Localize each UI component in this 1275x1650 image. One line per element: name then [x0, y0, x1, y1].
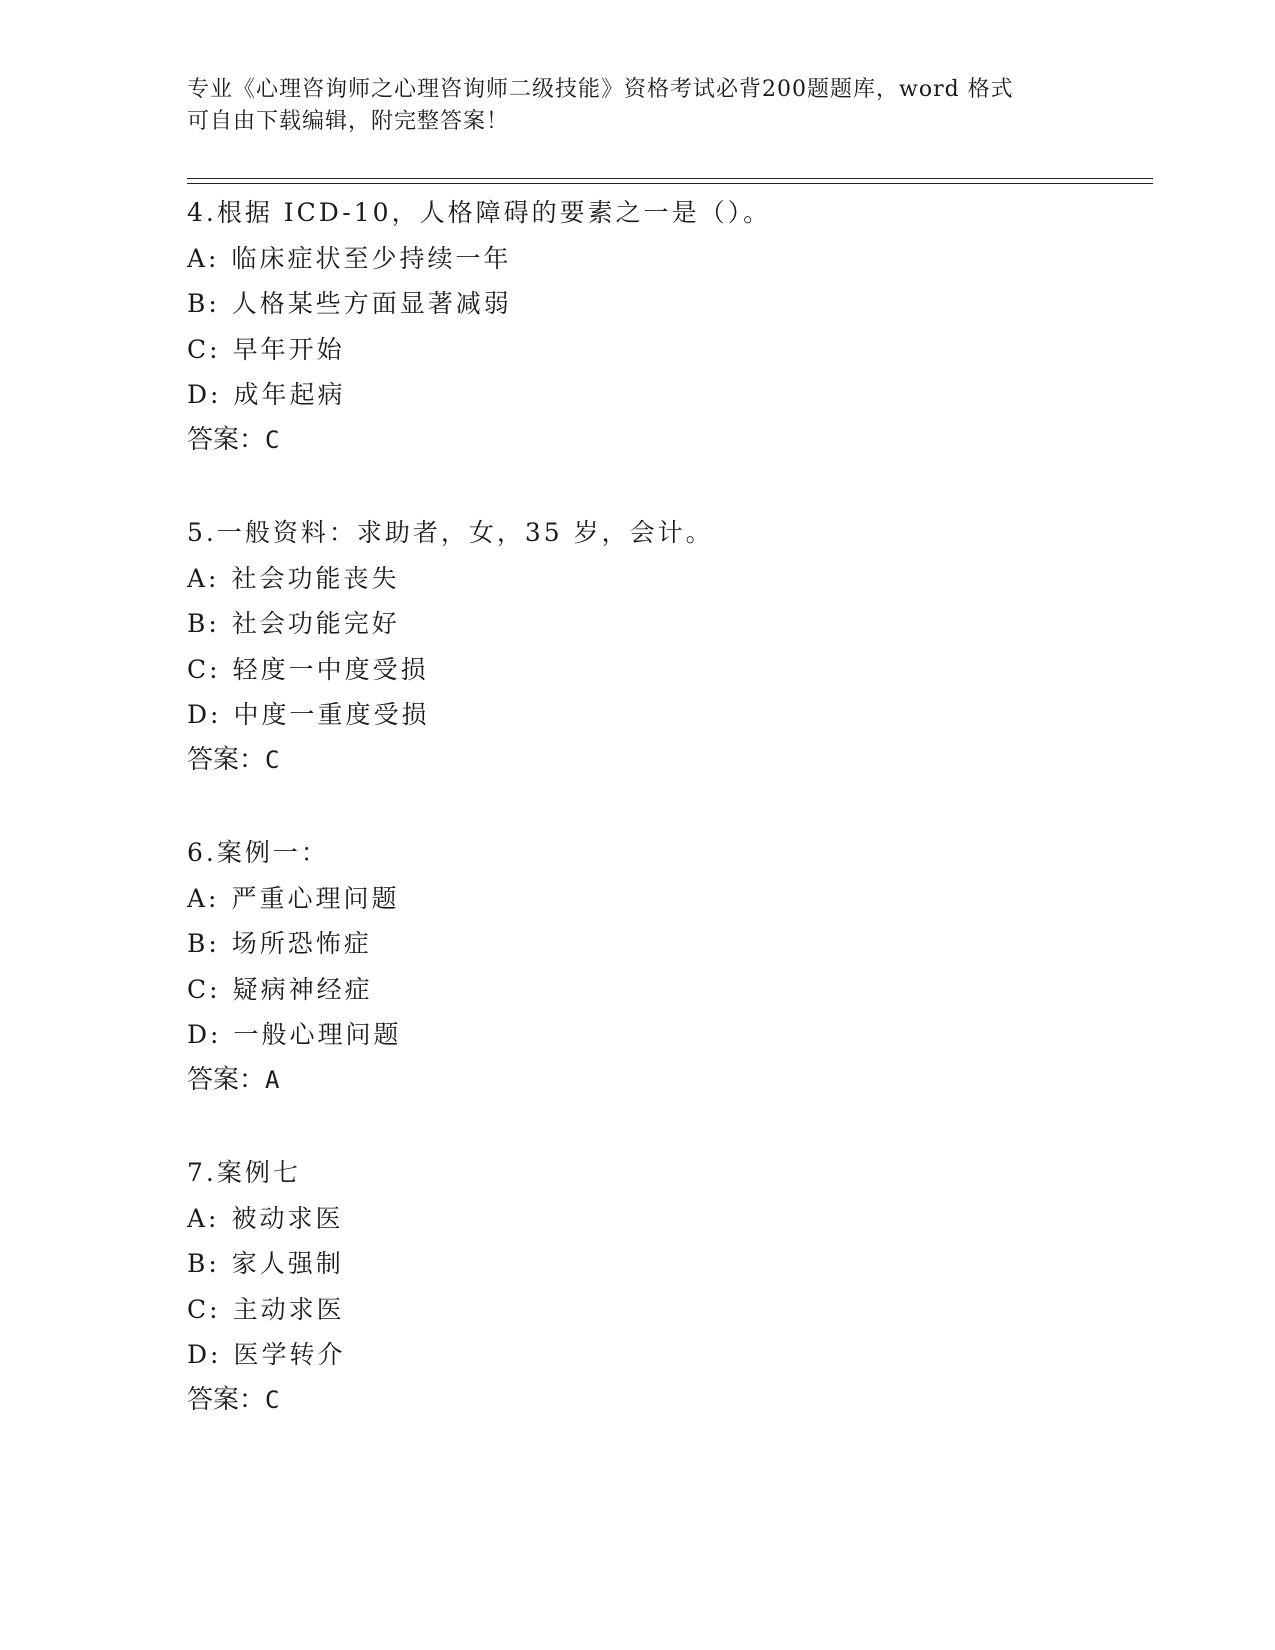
option-b: [187, 1241, 1137, 1287]
option-text: 社会功能完好: [231, 609, 400, 638]
answer-line: [187, 738, 1137, 784]
option-d: [187, 1332, 1137, 1378]
option-text: 严重心理问题: [231, 883, 400, 913]
option-d: [187, 692, 1137, 738]
option-text: 早年开始: [232, 334, 345, 364]
answer-value: A: [265, 1065, 280, 1094]
option-b: [187, 281, 1137, 327]
answer-label: 答案：: [187, 1384, 266, 1415]
option-letter: A:: [187, 563, 220, 593]
option-letter: D:: [187, 1340, 222, 1369]
option-text: 社会功能丧失: [231, 563, 400, 593]
question-5: [187, 510, 1137, 783]
option-letter: B:: [187, 929, 220, 958]
answer-line: [187, 418, 1137, 464]
answer-line: [187, 1058, 1137, 1104]
option-letter: C:: [187, 1294, 221, 1324]
option-text: 主动求医: [232, 1294, 345, 1324]
question-stem: 6.案例一：: [187, 838, 329, 867]
option-c: [187, 327, 1137, 373]
option-letter: A:: [187, 243, 220, 273]
option-a: [187, 876, 1137, 922]
option-text: 家人强制: [231, 1249, 344, 1278]
question-stem: 7.案例七: [187, 1158, 301, 1187]
option-letter: C:: [187, 334, 221, 364]
answer-value: C: [265, 745, 280, 774]
option-letter: A:: [187, 883, 220, 913]
option-d: [187, 372, 1137, 418]
option-text: 中度一重度受损: [233, 700, 430, 729]
option-letter: B:: [187, 289, 220, 318]
question-7: [187, 1150, 1137, 1423]
option-text: 疑病神经症: [232, 974, 373, 1004]
option-a: [187, 1196, 1137, 1242]
option-text: 轻度一中度受损: [232, 654, 429, 684]
option-c: [187, 1287, 1137, 1333]
option-d: [187, 1012, 1137, 1058]
question-6: [187, 830, 1137, 1103]
option-c: [187, 647, 1137, 693]
option-text: 场所恐怖症: [231, 929, 372, 958]
option-text: 被动求医: [231, 1203, 344, 1233]
option-b: [187, 601, 1137, 647]
answer-value: C: [265, 1385, 280, 1414]
option-c: [187, 967, 1137, 1013]
question-stem: 4.根据 ICD-10，人格障碍的要素之一是（）。: [187, 198, 772, 227]
question-list: [187, 190, 1137, 1470]
header-divider-bottom: [187, 183, 1153, 184]
option-text: 人格某些方面显著减弱: [231, 289, 512, 318]
option-b: [187, 921, 1137, 967]
option-letter: D:: [187, 380, 222, 409]
header-line-1: 专业《心理咨询师之心理咨询师二级技能》资格考试必背200题题库，word 格式: [187, 77, 1014, 102]
option-text: 一般心理问题: [233, 1020, 402, 1049]
option-letter: A:: [187, 1203, 220, 1233]
document-header: [187, 74, 1087, 138]
option-letter: B:: [187, 1249, 220, 1278]
option-text: 临床症状至少持续一年: [231, 243, 512, 273]
option-text: 成年起病: [233, 380, 346, 409]
answer-line: [187, 1378, 1137, 1424]
option-text: 医学转介: [233, 1340, 346, 1369]
question-stem: 5.一般资料：求助者，女，35 岁，会计。: [187, 518, 714, 547]
answer-label: 答案：: [187, 744, 266, 775]
option-letter: D:: [187, 700, 222, 729]
option-letter: D:: [187, 1020, 222, 1049]
header-line-2: 可自由下载编辑，附完整答案！: [187, 109, 510, 134]
answer-label: 答案：: [187, 1064, 266, 1095]
option-letter: C:: [187, 654, 221, 684]
answer-label: 答案：: [187, 424, 266, 455]
option-a: [187, 556, 1137, 602]
header-divider-top: [187, 178, 1153, 179]
question-4: [187, 190, 1137, 463]
answer-value: C: [265, 425, 280, 454]
option-letter: C:: [187, 974, 221, 1004]
option-letter: B:: [187, 609, 220, 638]
option-a: [187, 236, 1137, 282]
